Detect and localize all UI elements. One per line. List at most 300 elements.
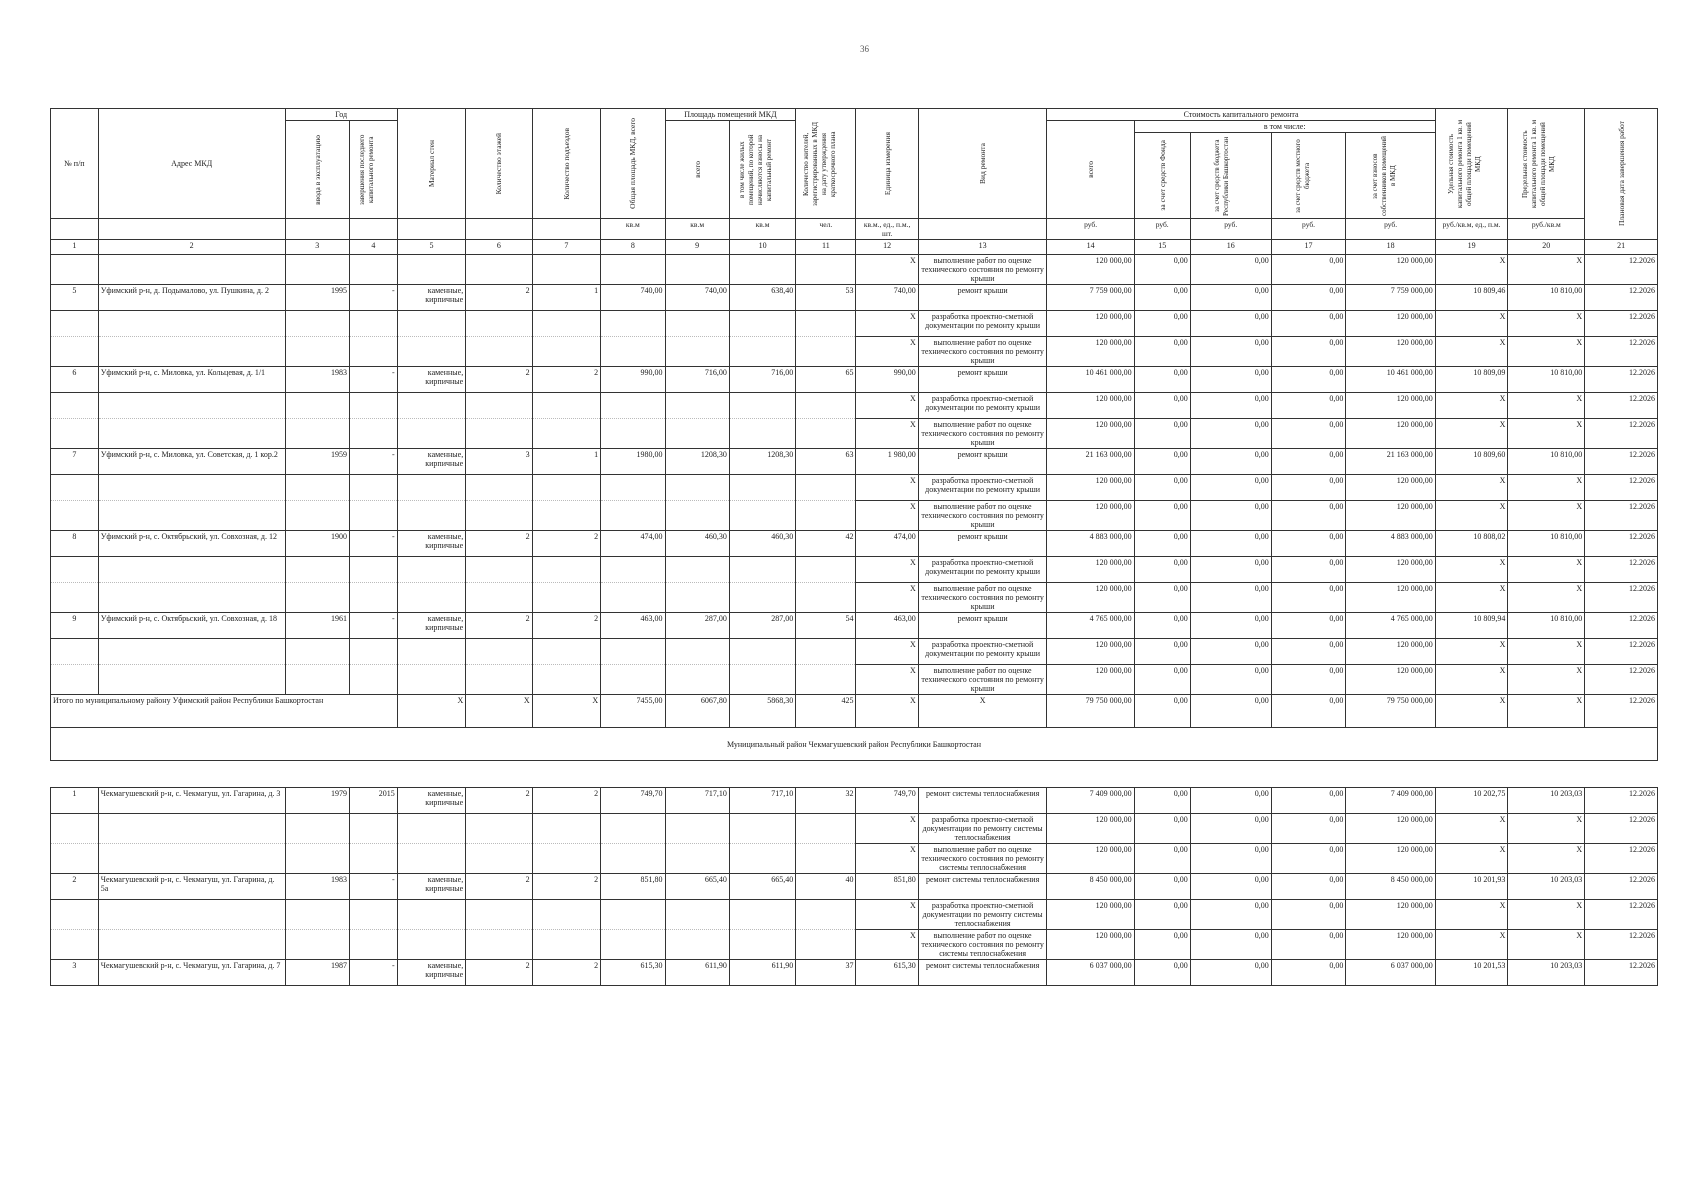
empty-cell — [532, 930, 601, 960]
local-cell: 0,00 — [1271, 255, 1346, 285]
local-cell: 0,00 — [1271, 874, 1346, 900]
empty-cell — [285, 475, 349, 501]
address-cell: Уфимский р-н, д. Подымалово, ул. Пушкина, д. 2 — [98, 285, 285, 311]
work-type-cell: ремонт крыши — [918, 449, 1047, 475]
empty-cell — [601, 844, 665, 874]
column-number: 1 — [51, 240, 99, 255]
rb-cell: 0,00 — [1190, 639, 1271, 665]
empty-cell — [349, 900, 397, 930]
col-total-area-header: Общая площадь МКД, всего — [628, 118, 638, 209]
owners-cell: 120 000,00 — [1346, 501, 1435, 531]
empty-cell — [466, 475, 532, 501]
x-mark: X — [1508, 583, 1585, 613]
total-area-res: 5868,30 — [729, 695, 795, 728]
x-mark: X — [856, 337, 918, 367]
fund-cell: 0,00 — [1134, 475, 1190, 501]
empty-cell — [665, 639, 729, 665]
local-cell: 0,00 — [1271, 311, 1346, 337]
max-cost-cell: 10 203,03 — [1508, 874, 1585, 900]
empty-cell — [532, 844, 601, 874]
address-cell: Чекмагушевский р-н, с. Чекмагуш, ул. Гагарина, д. 3 — [98, 788, 285, 814]
entrances-cell: 2 — [532, 531, 601, 557]
local-cell: 0,00 — [1271, 337, 1346, 367]
area-res-cell: 611,90 — [729, 960, 795, 986]
empty-cell — [466, 814, 532, 844]
empty-cell — [466, 393, 532, 419]
cost-total-cell: 21 163 000,00 — [1047, 449, 1134, 475]
local-cell: 0,00 — [1271, 449, 1346, 475]
x-mark: X — [856, 844, 918, 874]
column-number: 14 — [1047, 240, 1134, 255]
unit-cost-cell: 10 201,93 — [1435, 874, 1508, 900]
year-cell: 1983 — [285, 874, 349, 900]
empty-cell — [397, 583, 466, 613]
qty-cell: 740,00 — [856, 285, 918, 311]
total-label: Итого по муниципальному району Уфимский район Республики Башкортостан — [51, 695, 398, 728]
owners-cell: 120 000,00 — [1346, 475, 1435, 501]
empty-cell — [665, 844, 729, 874]
empty-cell — [466, 419, 532, 449]
repair-plan-table — [50, 108, 1658, 986]
owners-cell: 120 000,00 — [1346, 844, 1435, 874]
empty-cell — [532, 393, 601, 419]
work-type-cell: выполнение работ по оценке технического состояния по ремонту крыши — [918, 255, 1047, 285]
column-number: 19 — [1435, 240, 1508, 255]
material-cell: каменные, кирпичные — [397, 449, 466, 475]
fund-cell: 0,00 — [1134, 583, 1190, 613]
empty-cell — [51, 311, 99, 337]
x-mark: X — [1508, 475, 1585, 501]
work-type-cell: выполнение работ по оценке технического состояния по ремонту крыши — [918, 337, 1047, 367]
entrances-cell: 2 — [532, 367, 601, 393]
units-row: кв.м кв.м кв.м чел. кв.м., ед., п.м., шт. руб. руб. руб. руб. руб. руб./кв.м, ед., п.м. руб./кв.м — [51, 219, 1658, 240]
work-type-cell: ремонт крыши — [918, 531, 1047, 557]
empty-cell — [466, 639, 532, 665]
fund-cell: 0,00 — [1134, 501, 1190, 531]
empty-cell — [729, 665, 795, 695]
qty-cell: 463,00 — [856, 613, 918, 639]
empty-cell — [397, 311, 466, 337]
cost-total-cell: 120 000,00 — [1047, 255, 1134, 285]
local-cell: 0,00 — [1271, 557, 1346, 583]
empty-cell — [729, 844, 795, 874]
material-cell: каменные, кирпичные — [397, 874, 466, 900]
entrances-cell: 1 — [532, 285, 601, 311]
date-cell: 12.2026 — [1585, 557, 1658, 583]
empty-cell — [397, 557, 466, 583]
empty-cell — [729, 501, 795, 531]
x-mark: X — [1435, 665, 1508, 695]
empty-cell — [349, 844, 397, 874]
work-type-cell: разработка проектно-сметной документации по ремонту крыши — [918, 393, 1047, 419]
rb-cell: 0,00 — [1190, 337, 1271, 367]
date-cell: 12.2026 — [1585, 501, 1658, 531]
cost-total-cell: 120 000,00 — [1047, 665, 1134, 695]
area-all-cell: 717,10 — [665, 788, 729, 814]
empty-cell — [532, 255, 601, 285]
row-number: 3 — [51, 960, 99, 986]
fund-cell: 0,00 — [1134, 844, 1190, 874]
year-cell: 1979 — [285, 788, 349, 814]
owners-cell: 120 000,00 — [1346, 583, 1435, 613]
x-mark: X — [1435, 583, 1508, 613]
area-res-cell: 1208,30 — [729, 449, 795, 475]
local-cell: 0,00 — [1271, 475, 1346, 501]
column-number: 16 — [1190, 240, 1271, 255]
area-all-cell: 1208,30 — [665, 449, 729, 475]
empty-cell — [285, 583, 349, 613]
empty-cell — [349, 337, 397, 367]
date-cell: 12.2026 — [1585, 255, 1658, 285]
x-mark: X — [856, 583, 918, 613]
empty-cell — [285, 419, 349, 449]
local-cell: 0,00 — [1271, 814, 1346, 844]
column-number: 4 — [349, 240, 397, 255]
work-type-cell: выполнение работ по оценке технического состояния по ремонту крыши — [918, 665, 1047, 695]
col-floors-header: Количество этажей — [494, 132, 504, 195]
empty-cell — [349, 583, 397, 613]
entrances-cell: 2 — [532, 960, 601, 986]
work-type-cell: выполнение работ по оценке технического состояния по ремонту системы теплоснабжения — [918, 844, 1047, 874]
x-mark: X — [856, 639, 918, 665]
column-number: 12 — [856, 240, 918, 255]
table-subrow — [51, 475, 1658, 501]
column-number: 17 — [1271, 240, 1346, 255]
area-cell: 463,00 — [601, 613, 665, 639]
owners-cell: 120 000,00 — [1346, 639, 1435, 665]
material-cell: каменные, кирпичные — [397, 531, 466, 557]
owners-cell: 120 000,00 — [1346, 337, 1435, 367]
rb-cell: 0,00 — [1190, 311, 1271, 337]
empty-cell — [51, 501, 99, 531]
fund-cell: 0,00 — [1134, 557, 1190, 583]
empty-cell — [532, 583, 601, 613]
column-number: 20 — [1508, 240, 1585, 255]
qty-cell: 749,70 — [856, 788, 918, 814]
x-mark: X — [1435, 900, 1508, 930]
x-mark: X — [1435, 337, 1508, 367]
fund-cell: 0,00 — [1134, 788, 1190, 814]
owners-cell: 120 000,00 — [1346, 814, 1435, 844]
empty-cell — [285, 639, 349, 665]
col-local-header: за счет средств местного бюджета — [1293, 138, 1311, 213]
date-cell: 12.2026 — [1585, 960, 1658, 986]
empty-cell — [796, 393, 856, 419]
x-mark: X — [1435, 419, 1508, 449]
empty-cell — [349, 930, 397, 960]
empty-cell — [51, 814, 99, 844]
rb-cell: 0,00 — [1190, 419, 1271, 449]
x-mark: X — [1435, 475, 1508, 501]
owners-cell: 120 000,00 — [1346, 419, 1435, 449]
area-all-cell: 740,00 — [665, 285, 729, 311]
empty-cell — [532, 639, 601, 665]
owners-cell: 4 765 000,00 — [1346, 613, 1435, 639]
empty-cell — [51, 393, 99, 419]
row-number: 8 — [51, 531, 99, 557]
empty-cell — [51, 665, 99, 695]
table-subrow — [51, 814, 1658, 844]
fund-cell: 0,00 — [1134, 449, 1190, 475]
x-mark: X — [1435, 501, 1508, 531]
empty-cell — [796, 501, 856, 531]
residents-cell: 37 — [796, 960, 856, 986]
empty-cell — [601, 930, 665, 960]
empty-cell — [665, 900, 729, 930]
col-cost-total-header: всего — [1086, 161, 1096, 178]
rb-cell: 0,00 — [1190, 930, 1271, 960]
work-type-cell: выполнение работ по оценке технического состояния по ремонту крыши — [918, 501, 1047, 531]
work-type-cell: разработка проектно-сметной документации по ремонту крыши — [918, 639, 1047, 665]
empty-cell — [285, 930, 349, 960]
empty-cell — [285, 393, 349, 419]
year-cell: 1900 — [285, 531, 349, 557]
empty-cell — [796, 639, 856, 665]
last-repair-cell: - — [349, 285, 397, 311]
empty-cell — [729, 419, 795, 449]
local-cell: 0,00 — [1271, 844, 1346, 874]
entrances-cell: 2 — [532, 788, 601, 814]
empty-cell — [466, 557, 532, 583]
floors-cell: 2 — [466, 613, 532, 639]
work-type-cell: ремонт системы теплоснабжения — [918, 788, 1047, 814]
empty-cell — [729, 900, 795, 930]
empty-cell — [601, 311, 665, 337]
x-mark: X — [856, 419, 918, 449]
empty-cell — [466, 583, 532, 613]
table-subrow — [51, 844, 1658, 874]
empty-cell — [665, 814, 729, 844]
empty-cell — [285, 255, 349, 285]
max-cost-cell: 10 203,03 — [1508, 960, 1585, 986]
empty-cell — [51, 557, 99, 583]
date-cell: 12.2026 — [1585, 788, 1658, 814]
col-owners-header: за счет взносов собственников помещений в МКД — [1370, 135, 1397, 216]
date-cell: 12.2026 — [1585, 475, 1658, 501]
empty-cell — [466, 311, 532, 337]
col-unit-header: Единица измерения — [882, 131, 892, 196]
address-cell: Уфимский р-н, с. Миловка, ул. Кольцевая, д. 1/1 — [98, 367, 285, 393]
empty-cell — [601, 665, 665, 695]
local-cell: 0,00 — [1271, 583, 1346, 613]
fund-cell: 0,00 — [1134, 960, 1190, 986]
col-unit-cost-header: Удельная стоимость капитального ремонта 1 кв. м общей площади помещений МКД — [1446, 119, 1482, 208]
column-number: 3 — [285, 240, 349, 255]
fund-cell: 0,00 — [1134, 393, 1190, 419]
col-year-commission-header: ввода в эксплуатацию — [312, 134, 322, 205]
table-subrow — [51, 393, 1658, 419]
max-cost-cell: 10 810,00 — [1508, 449, 1585, 475]
owners-cell: 120 000,00 — [1346, 311, 1435, 337]
empty-cell — [796, 844, 856, 874]
empty-cell — [285, 311, 349, 337]
empty-cell — [532, 475, 601, 501]
empty-cell — [397, 900, 466, 930]
empty-cell — [285, 337, 349, 367]
empty-cell — [285, 665, 349, 695]
empty-cell — [729, 639, 795, 665]
table-row — [51, 285, 1658, 311]
repair-plan-sheet — [50, 108, 1658, 986]
column-number: 6 — [466, 240, 532, 255]
area-all-cell: 665,40 — [665, 874, 729, 900]
work-type-cell: ремонт крыши — [918, 613, 1047, 639]
total-people: 425 — [796, 695, 856, 728]
x-mark: X — [856, 814, 918, 844]
empty-cell — [98, 639, 285, 665]
entrances-cell: 2 — [532, 874, 601, 900]
material-cell: каменные, кирпичные — [397, 788, 466, 814]
empty-cell — [285, 501, 349, 531]
fund-cell: 0,00 — [1134, 255, 1190, 285]
empty-cell — [665, 393, 729, 419]
work-type-cell: выполнение работ по оценке технического состояния по ремонту системы теплоснабжения — [918, 930, 1047, 960]
owners-cell: 120 000,00 — [1346, 665, 1435, 695]
floors-cell: 2 — [466, 960, 532, 986]
fund-cell: 0,00 — [1134, 639, 1190, 665]
x-mark: X — [1508, 311, 1585, 337]
local-cell: 0,00 — [1271, 665, 1346, 695]
cost-total-cell: 120 000,00 — [1047, 583, 1134, 613]
fund-cell: 0,00 — [1134, 337, 1190, 367]
last-repair-cell: - — [349, 874, 397, 900]
column-number: 10 — [729, 240, 795, 255]
date-cell: 12.2026 — [1585, 419, 1658, 449]
cost-total-cell: 6 037 000,00 — [1047, 960, 1134, 986]
table-subrow — [51, 311, 1658, 337]
work-type-cell: разработка проектно-сметной документации по ремонту крыши — [918, 311, 1047, 337]
table-row — [51, 960, 1658, 986]
empty-cell — [285, 557, 349, 583]
address-cell: Чекмагушевский р-н, с. Чекмагуш, ул. Гагарина, д. 5а — [98, 874, 285, 900]
rb-cell: 0,00 — [1190, 844, 1271, 874]
empty-cell — [729, 557, 795, 583]
fund-cell: 0,00 — [1134, 419, 1190, 449]
empty-cell — [665, 557, 729, 583]
empty-cell — [796, 419, 856, 449]
empty-cell — [349, 255, 397, 285]
rb-cell: 0,00 — [1190, 501, 1271, 531]
area-res-cell: 287,00 — [729, 613, 795, 639]
empty-cell — [466, 501, 532, 531]
cost-total-cell: 7 759 000,00 — [1047, 285, 1134, 311]
empty-cell — [98, 501, 285, 531]
empty-cell — [796, 583, 856, 613]
empty-cell — [51, 255, 99, 285]
entrances-cell: 2 — [532, 613, 601, 639]
x-mark: X — [1508, 393, 1585, 419]
column-number: 5 — [397, 240, 466, 255]
max-cost-cell: 10 810,00 — [1508, 367, 1585, 393]
empty-cell — [98, 900, 285, 930]
fund-cell: 0,00 — [1134, 874, 1190, 900]
empty-cell — [51, 337, 99, 367]
local-cell: 0,00 — [1271, 419, 1346, 449]
empty-cell — [466, 900, 532, 930]
col-entrances-header: Количество подъездов — [561, 127, 571, 200]
local-cell: 0,00 — [1271, 501, 1346, 531]
date-cell: 12.2026 — [1585, 665, 1658, 695]
fund-cell: 0,00 — [1134, 285, 1190, 311]
table-subrow — [51, 337, 1658, 367]
fund-cell: 0,00 — [1134, 613, 1190, 639]
empty-cell — [397, 814, 466, 844]
date-cell: 12.2026 — [1585, 311, 1658, 337]
cost-total-cell: 8 450 000,00 — [1047, 874, 1134, 900]
empty-cell — [51, 583, 99, 613]
owners-cell: 120 000,00 — [1346, 393, 1435, 419]
x-mark: X — [1508, 814, 1585, 844]
x-mark: X — [1435, 930, 1508, 960]
area-cell: 474,00 — [601, 531, 665, 557]
owners-cell: 7 759 000,00 — [1346, 285, 1435, 311]
cost-total-cell: 120 000,00 — [1047, 557, 1134, 583]
x-mark: X — [1435, 311, 1508, 337]
total-area: 7455,00 — [601, 695, 665, 728]
rb-cell: 0,00 — [1190, 393, 1271, 419]
empty-cell — [601, 900, 665, 930]
table-row — [51, 613, 1658, 639]
address-cell: Чекмагушевский р-н, с. Чекмагуш, ул. Гагарина, д. 7 — [98, 960, 285, 986]
empty-cell — [665, 475, 729, 501]
empty-cell — [98, 311, 285, 337]
unit-cost-cell: 10 809,09 — [1435, 367, 1508, 393]
empty-cell — [285, 844, 349, 874]
empty-cell — [349, 557, 397, 583]
empty-cell — [601, 337, 665, 367]
residents-cell: 54 — [796, 613, 856, 639]
col-work-header: Вид ремонта — [978, 143, 988, 184]
x-mark: X — [856, 475, 918, 501]
fund-cell: 0,00 — [1134, 900, 1190, 930]
empty-cell — [532, 814, 601, 844]
empty-cell — [98, 419, 285, 449]
cost-total-cell: 120 000,00 — [1047, 475, 1134, 501]
qty-cell: 1 980,00 — [856, 449, 918, 475]
x-mark: X — [1508, 639, 1585, 665]
material-cell: каменные, кирпичные — [397, 960, 466, 986]
x-mark: X — [1508, 255, 1585, 285]
col-cost-group-header: Стоимость капитального ремонта — [1047, 109, 1435, 121]
empty-cell — [466, 665, 532, 695]
empty-cell — [98, 930, 285, 960]
floors-cell: 2 — [466, 788, 532, 814]
table-subrow — [51, 501, 1658, 531]
x-mark: X — [856, 557, 918, 583]
empty-cell — [532, 501, 601, 531]
rb-cell: 0,00 — [1190, 900, 1271, 930]
empty-cell — [466, 844, 532, 874]
residents-cell: 40 — [796, 874, 856, 900]
empty-cell — [601, 814, 665, 844]
date-cell: 12.2026 — [1585, 449, 1658, 475]
x-mark: X — [856, 393, 918, 419]
empty-cell — [532, 665, 601, 695]
last-repair-cell: - — [349, 613, 397, 639]
column-number: 18 — [1346, 240, 1435, 255]
col-material-header: Материал стен — [426, 139, 436, 188]
row-number: 6 — [51, 367, 99, 393]
date-cell: 12.2026 — [1585, 337, 1658, 367]
col-no-header: № п/п — [51, 109, 99, 219]
empty-cell — [729, 311, 795, 337]
cost-total-cell: 120 000,00 — [1047, 930, 1134, 960]
rb-cell: 0,00 — [1190, 367, 1271, 393]
empty-cell — [665, 255, 729, 285]
local-cell: 0,00 — [1271, 930, 1346, 960]
rb-cell: 0,00 — [1190, 665, 1271, 695]
empty-cell — [729, 814, 795, 844]
